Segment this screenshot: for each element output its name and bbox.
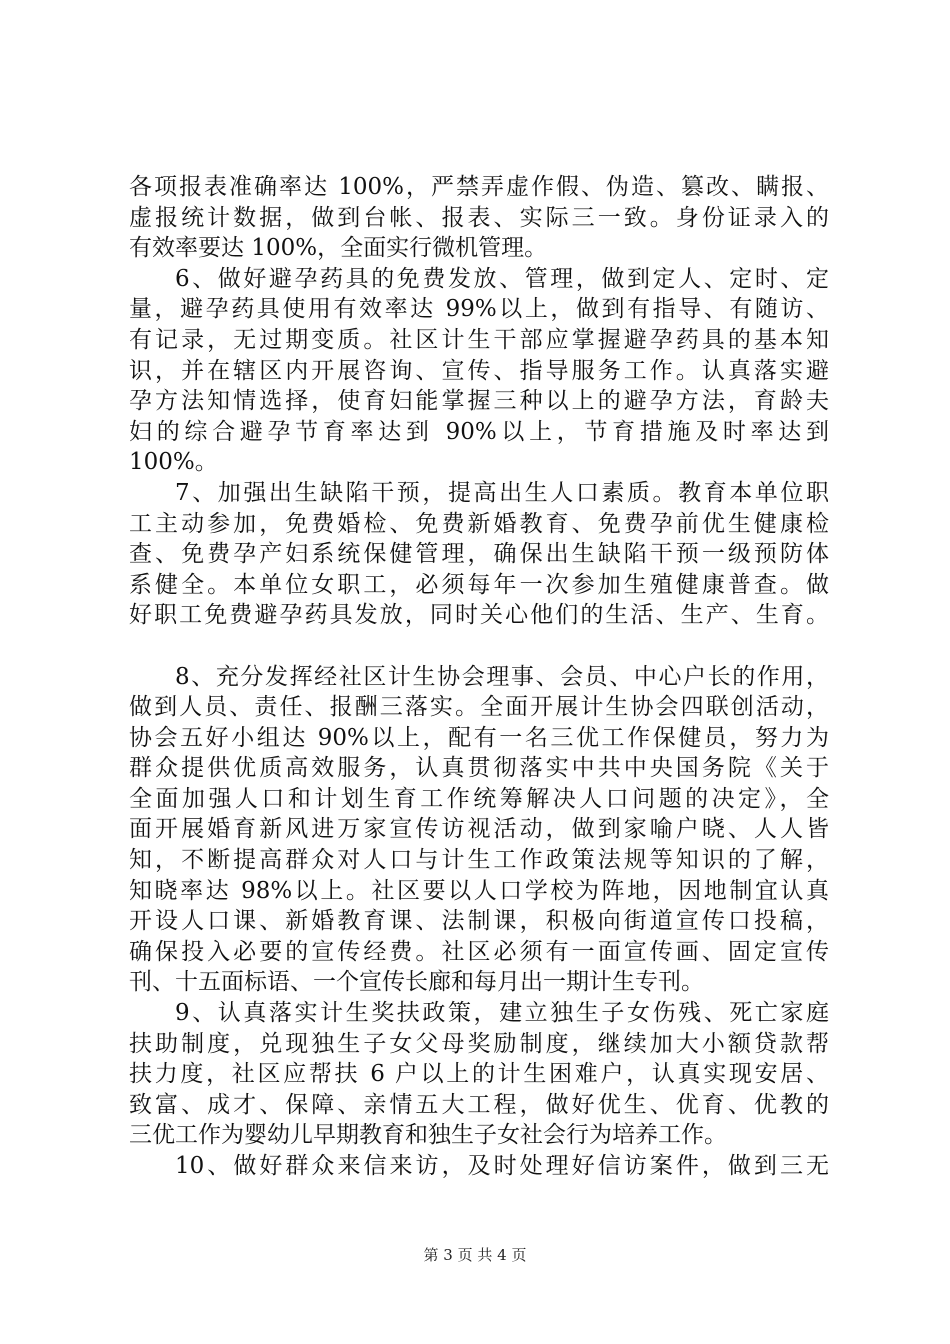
- text-line: 扶力度，社区应帮扶 6 户以上的计生困难户，认真实现安居、: [129, 1061, 829, 1088]
- text-line: 知晓率达 98%以上。社区要以人口学校为阵地，因地制宜认真: [129, 877, 829, 904]
- text-line: 知，不断提高群众对人口与计生工作政策法规等知识的了解，: [129, 847, 829, 874]
- text-line: 做到人员、责任、报酬三落实。全面开展计生协会四联创活动，: [129, 694, 829, 721]
- text-line: 系健全。本单位女职工，必须每年一次参加生殖健康普查。做: [129, 571, 829, 598]
- page-footer: 第 3 页 共 4 页: [423, 1246, 527, 1264]
- text-line: 有记录，无过期变质。社区计生干部应掌握避孕药具的基本知: [129, 326, 829, 353]
- text-line: 面开展婚育新风进万家宣传访视活动，做到家喻户晓、人人皆: [129, 816, 829, 843]
- text-line: 妇的综合避孕节育率达到 90%以上，节育措施及时率达到: [129, 418, 829, 445]
- text-line: 孕方法知情选择，使育妇能掌握三种以上的避孕方法，育龄夫: [129, 388, 829, 415]
- text-line: 全面加强人口和计划生育工作统筹解决人口问题的决定》，全: [129, 785, 829, 812]
- text-line: 开设人口课、新婚教育课、法制课，积极向街道宣传口投稿，: [129, 908, 829, 935]
- text-line: 6、做好避孕药具的免费发放、管理，做到定人、定时、定: [175, 265, 829, 292]
- body-text: [129, 172, 829, 1182]
- text-line: 100%。: [129, 449, 218, 476]
- text-line: 扶助制度，兑现独生子女父母奖励制度，继续加大小额贷款帮: [129, 1030, 829, 1057]
- text-line: 虚报统计数据，做到台帐、报表、实际三一致。身份证录入的: [129, 204, 829, 231]
- text-line: 刊、十五面标语、一个宣传长廊和每月出一期计生专刊。: [129, 969, 704, 996]
- text-line: 三优工作为婴幼儿早期教育和独生子女社会行为培养工作。: [129, 1122, 727, 1149]
- text-line: 有效率要达 100%，全面实行微机管理。: [129, 235, 548, 262]
- text-line: 10、做好群众来信来访，及时处理好信访案件，做到三无: [175, 1153, 829, 1179]
- text-line: 识，并在辖区内开展咨询、宣传、指导服务工作。认真落实避: [129, 357, 829, 384]
- text-line: 查、免费孕产妇系统保健管理，确保出生缺陷干预一级预防体: [129, 541, 829, 568]
- text-line: 8、充分发挥经社区计生协会理事、会员、中心户长的作用，: [175, 663, 829, 690]
- text-line: 致富、成才、保障、亲情五大工程，做好优生、优育、优教的: [129, 1091, 829, 1118]
- text-line: 9、认真落实计生奖扶政策，建立独生子女伤残、死亡家庭: [175, 1000, 829, 1027]
- text-line: 量，避孕药具使用有效率达 99%以上，做到有指导、有随访、: [129, 296, 829, 323]
- text-line: 各项报表准确率达 100%，严禁弄虚作假、伪造、篡改、瞒报、: [129, 174, 829, 200]
- text-line: 确保投入必要的宣传经费。社区必须有一面宣传画、固定宣传: [129, 938, 829, 965]
- text-line: 工主动参加，免费婚检、免费新婚教育、免费孕前优生健康检: [129, 510, 829, 537]
- paragraph-gap: [129, 631, 829, 662]
- text-line: 7、加强出生缺陷干预，提高出生人口素质。教育本单位职: [175, 479, 829, 506]
- text-line: 群众提供优质高效服务，认真贯彻落实中共中央国务院《关于: [129, 755, 829, 782]
- text-line: 好职工免费避孕药具发放，同时关心他们的生活、生产、生育。: [129, 602, 829, 629]
- text-line: 协会五好小组达 90%以上，配有一名三优工作保健员，努力为: [129, 724, 829, 751]
